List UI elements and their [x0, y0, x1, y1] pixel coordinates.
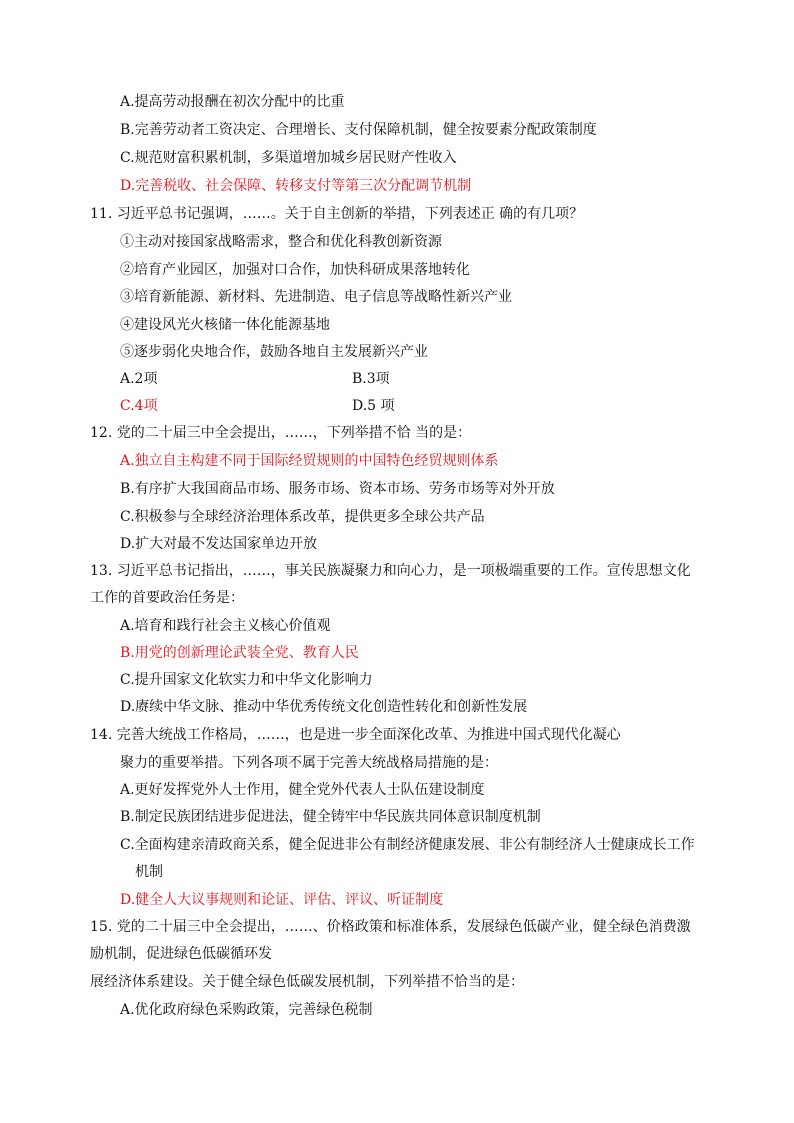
q12-option-a-answer: A.独立自主构建不同于国际经贸规则的中国特色经贸规则体系: [120, 453, 499, 469]
q13-option-c: C.提升国家文化软实力和中华文化影响力: [120, 672, 373, 688]
q14-option-a: A.更好发挥党外人士作用，健全党外代表人士队伍建设制度: [120, 782, 485, 798]
q15-option-a: A.优化政府绿色采购政策，完善绿色税制: [120, 1002, 373, 1018]
q11-option-d: D.5 项: [352, 398, 395, 414]
q11-option-a: A.2项: [120, 371, 158, 387]
q11-statement-1: ①主动对接国家战略需求，整合和优化科教创新资源: [120, 234, 442, 250]
q11-stem: 11. 习近平总书记强调，……。关于自主创新的举措，下列表述正 确的有几项？: [90, 206, 584, 222]
q11-statement-4: ④建设风光火核储一体化能源基地: [120, 317, 330, 333]
q11-option-c-answer: C.4项: [120, 398, 158, 414]
q14-option-b: B.制定民族团结进步促进法，健全铸牢中华民族共同体意识制度机制: [120, 809, 541, 825]
q13-stem-line-2: 工作的首要政治任务是：: [90, 590, 244, 606]
q10-option-c: C.规范财富积累机制，多渠道增加城乡居民财产性收入: [120, 150, 457, 166]
q10-option-a: A.提高劳动报酬在初次分配中的比重: [120, 94, 345, 110]
q13-stem-line-1: 13. 习近平总书记指出，……，事关民族凝聚力和向心力，是一项极端重要的工作。宣传思想文化: [90, 563, 691, 579]
q14-stem-line-2: 聚力的重要举措。下列各项不属于完善大统战格局措施的是：: [120, 755, 498, 771]
q14-option-c-line-2: 机制: [135, 864, 163, 880]
q14-stem-line-1: 14. 完善大统战工作格局，……，也是进一步全面深化改革、为推进中国式现代化凝心: [90, 727, 621, 743]
q14-option-c-line-1: C.全面构建亲清政商关系，健全促进非公有制经济健康发展、非公有制经济人士健康成长工作: [120, 837, 695, 853]
q11-statement-2: ②培育产业园区，加强对口合作，加快科研成果落地转化: [120, 262, 470, 278]
q11-statement-5: ⑤逐步弱化央地合作，鼓励各地自主发展新兴产业: [120, 344, 428, 360]
q10-option-d-answer: D.完善税收、社会保障、转移支付等第三次分配调节机制: [120, 178, 472, 194]
q13-option-d: D.赓续中华文脉、推动中华优秀传统文化创造性转化和创新性发展: [120, 699, 528, 715]
q11-statement-3: ③培育新能源、新材料、先进制造、电子信息等战略性新兴产业: [120, 289, 512, 305]
q15-stem-line-1: 15. 党的二十届三中全会提出，……、价格政策和标准体系，发展绿色低碳产业，健全绿色消费激: [90, 919, 691, 935]
q13-option-a: A.培育和践行社会主义核心价值观: [120, 618, 331, 634]
q10-option-b: B.完善劳动者工资决定、合理增长、支付保障机制，健全按要素分配政策制度: [120, 122, 597, 138]
q14-option-d-answer: D.健全人大议事规则和论证、评估、评议、听证制度: [120, 892, 444, 908]
q13-option-b-answer: B.用党的创新理论武装全党、教育人民: [120, 645, 359, 661]
q15-stem-line-2: 励机制，促进绿色低碳循环发: [90, 946, 272, 962]
q12-stem: 12. 党的二十届三中全会提出，……，下列举措不恰 当的是：: [90, 425, 472, 441]
q12-option-b: B.有序扩大我国商品市场、服务市场、资本市场、劳务市场等对外开放: [120, 481, 555, 497]
q12-option-c: C.积极参与全球经济治理体系改革，提供更多全球公共产品: [120, 509, 485, 525]
q12-option-d: D.扩大对最不发达国家单边开放: [120, 536, 318, 552]
q11-option-b: B.3项: [352, 371, 390, 387]
q15-stem-line-3: 展经济体系建设。关于健全绿色低碳发展机制，下列举措不恰当的是：: [90, 974, 524, 990]
